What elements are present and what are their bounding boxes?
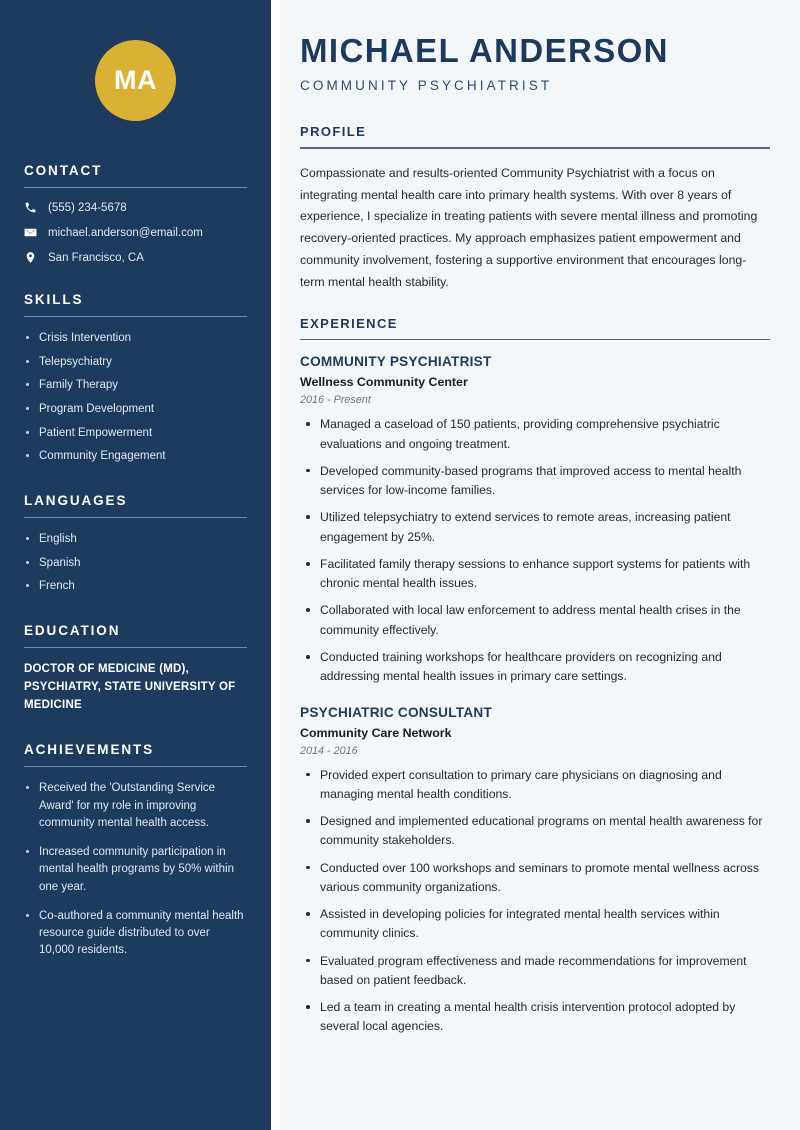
sidebar [0,0,271,1130]
experience-job-title: COMMUNITY PSYCHIATRIST [300,354,492,370]
sidebar-section-education [24,623,247,714]
experience-entry [300,705,770,1037]
section-experience [300,316,770,1037]
list-item: Conducted training workshops for healthcare providers on recognizing and addressing mental health issues in primary care settings. [302,648,770,687]
column-divider-gap [271,0,280,1130]
list-item: Program Development [24,401,247,418]
list-item: Received the 'Outstanding Service Award' for my role in improving community mental health access. [24,780,247,832]
contact-divider [24,187,247,188]
education-item: DOCTOR OF MEDICINE (MD), PSYCHIATRY, STATE UNIVERSITY OF MEDICINE [24,663,236,711]
achievements-divider [24,766,247,767]
experience-company: Community Care Network [300,725,452,740]
list-item: Managed a caseload of 150 patients, providing comprehensive psychiatric evaluations and ongoing treatment. [302,415,770,454]
list-item: Community Engagement [24,448,247,465]
list-item: Co-authored a community mental health resource guide distributed to over 10,000 residents. [24,908,247,960]
list-item: Provided expert consultation to primary care physicians on diagnosing and managing mental health conditions. [302,766,770,805]
experience-divider [300,339,770,340]
contact-heading: CONTACT [24,163,103,178]
languages-list [24,531,247,595]
experience-dates: 2016 - Present [300,394,371,407]
experience-bullet-list [300,766,770,1037]
experience-heading: EXPERIENCE [300,315,398,331]
skills-heading: SKILLS [24,292,84,307]
education-divider [24,647,247,648]
main-column [280,0,800,1130]
avatar-initials: MA [114,65,157,95]
achievements-heading: ACHIEVEMENTS [24,742,155,758]
page-title: MICHAEL ANDERSON [300,32,669,69]
experience-dates: 2014 - 2016 [300,744,358,757]
list-item: Led a team in creating a mental health crisis intervention protocol adopted by several local agencies. [302,998,770,1037]
list-item: Increased community participation in mental health programs by 50% within one year. [24,844,247,896]
list-item: Collaborated with local law enforcement to address mental health crises in the community effectively. [302,601,770,640]
list-item: Developed community-based programs that improved access to mental health services for low-income families. [302,462,770,501]
job-role-subtitle: COMMUNITY PSYCHIATRIST [300,78,553,94]
languages-heading: LANGUAGES [24,493,128,509]
section-profile [300,124,770,294]
map-pin-icon [24,251,37,264]
envelope-icon [24,226,37,239]
sidebar-section-languages [24,493,247,595]
contact-phone-value: (555) 234-5678 [48,201,127,214]
avatar [95,40,176,121]
list-item: Telepsychiatry [24,354,247,371]
languages-divider [24,517,247,518]
list-item: English [24,531,247,548]
contact-location-value: San Francisco, CA [48,251,144,264]
skills-list [24,330,247,465]
phone-icon [24,201,37,214]
avatar-container [24,0,247,163]
list-item: Crisis Intervention [24,330,247,347]
experience-entry [300,354,770,686]
list-item: Designed and implemented educational programs on mental health awareness for community stakeholders. [302,812,770,851]
contact-email-value: michael.anderson@email.com [48,226,203,239]
list-item: Family Therapy [24,377,247,394]
sidebar-section-skills [24,292,247,465]
experience-company: Wellness Community Center [300,375,468,390]
skills-divider [24,316,247,317]
profile-text: Compassionate and results-oriented Community Psychiatrist with a focus on integrating mental health care into primary health systems. With over 8 years of experience, I specialize in treating patients with severe mental illness and promoting recovery-oriented practices. My approach emphasizes patient empowerment and community involvement, fostering a supportive environment that encourages long-term mental health stability. [300,165,758,290]
list-item: French [24,578,247,595]
list-item: Spanish [24,555,247,572]
experience-job-title: PSYCHIATRIC CONSULTANT [300,704,493,720]
education-heading: EDUCATION [24,623,121,639]
list-item: Assisted in developing policies for integrated mental health services within community clinics. [302,905,770,944]
list-item: Evaluated program effectiveness and made recommendations for improvement based on patient feedback. [302,952,770,991]
sidebar-section-contact [24,163,247,264]
profile-heading: PROFILE [300,124,367,140]
achievements-list [24,780,247,959]
sidebar-section-achievements [24,742,247,959]
profile-divider [300,147,770,148]
list-item: Utilized telepsychiatry to extend services to remote areas, increasing patient engagement by 25%. [302,508,770,547]
list-item: Conducted over 100 workshops and seminars to promote mental wellness across various community organizations. [302,859,770,898]
contact-item-location[interactable] [24,251,247,264]
contact-item-email[interactable] [24,226,247,239]
list-item: Facilitated family therapy sessions to enhance support systems for patients with chronic mental health issues. [302,555,770,594]
experience-bullet-list [300,415,770,686]
list-item: Patient Empowerment [24,425,247,442]
contact-item-phone[interactable] [24,201,247,214]
